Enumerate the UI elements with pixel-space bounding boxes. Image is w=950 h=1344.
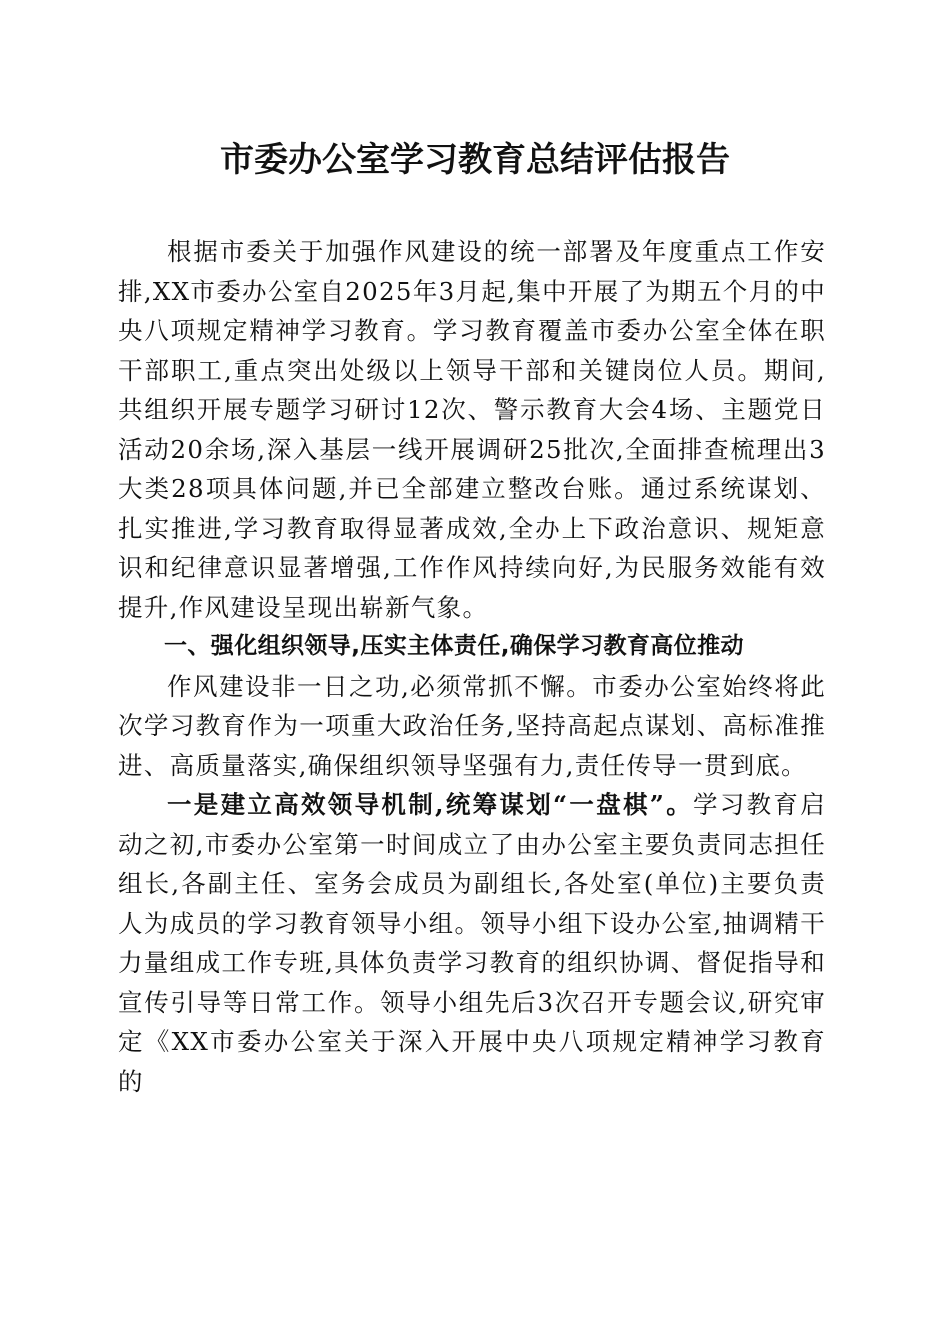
section-paragraph: 作风建设非一日之功,必须常抓不懈。市委办公室始终将此次学习教育作为一项重大政治任务,坚持高起点谋划、高标准推进、高质量落实,确保组织领导坚强有力,责任传导一贯到底。: [118, 671, 826, 780]
document-title: 市委办公室学习教育总结评估报告: [220, 140, 730, 180]
item-body-text: 学习教育启动之初,市委办公室第一时间成立了由办公室主要负责同志担任组长,各副主任、室务会成员为副组长,各处室(单位)主要负责人为成员的学习教育领导小组。领导小组下设办公室,抽调精干力量组成工作专班,具体负责学习教育的组织协调、督促指导和宣传引导等日常工作。领导小组先后3次召开专题会议,研究审定《XX市委办公室关于深入开展中央八项规定精神学习教育的: [118, 790, 826, 1096]
item-lead-text: 一是建立高效领导机制,统筹谋划“一盘棋”。: [167, 790, 693, 819]
intro-paragraph: 根据市委关于加强作风建设的统一部署及年度重点工作安排,XX市委办公室自2025年3月起,集中开展了为期五个月的中央八项规定精神学习教育。学习教育覆盖市委办公室全体在职干部职工,重点突出处级以上领导干部和关键岗位人员。期间,共组织开展专题学习研讨12次、警示教育大会4场、主题党日活动20余场,深入基层一线开展调研25批次,全面排查梳理出3大类28项具体问题,并已全部建立整改台账。通过系统谋划、扎实推进,学习教育取得显著成效,全办上下政治意识、规矩意识和纪律意识显著增强,工作作风持续向好,为民服务效能有效提升,作风建设呈现出崭新气象。: [118, 237, 826, 622]
document-body: [118, 232, 826, 1101]
item-paragraph: [118, 785, 826, 1101]
section-heading: 一、强化组织领导,压实主体责任,确保学习教育高位推动: [164, 633, 744, 659]
